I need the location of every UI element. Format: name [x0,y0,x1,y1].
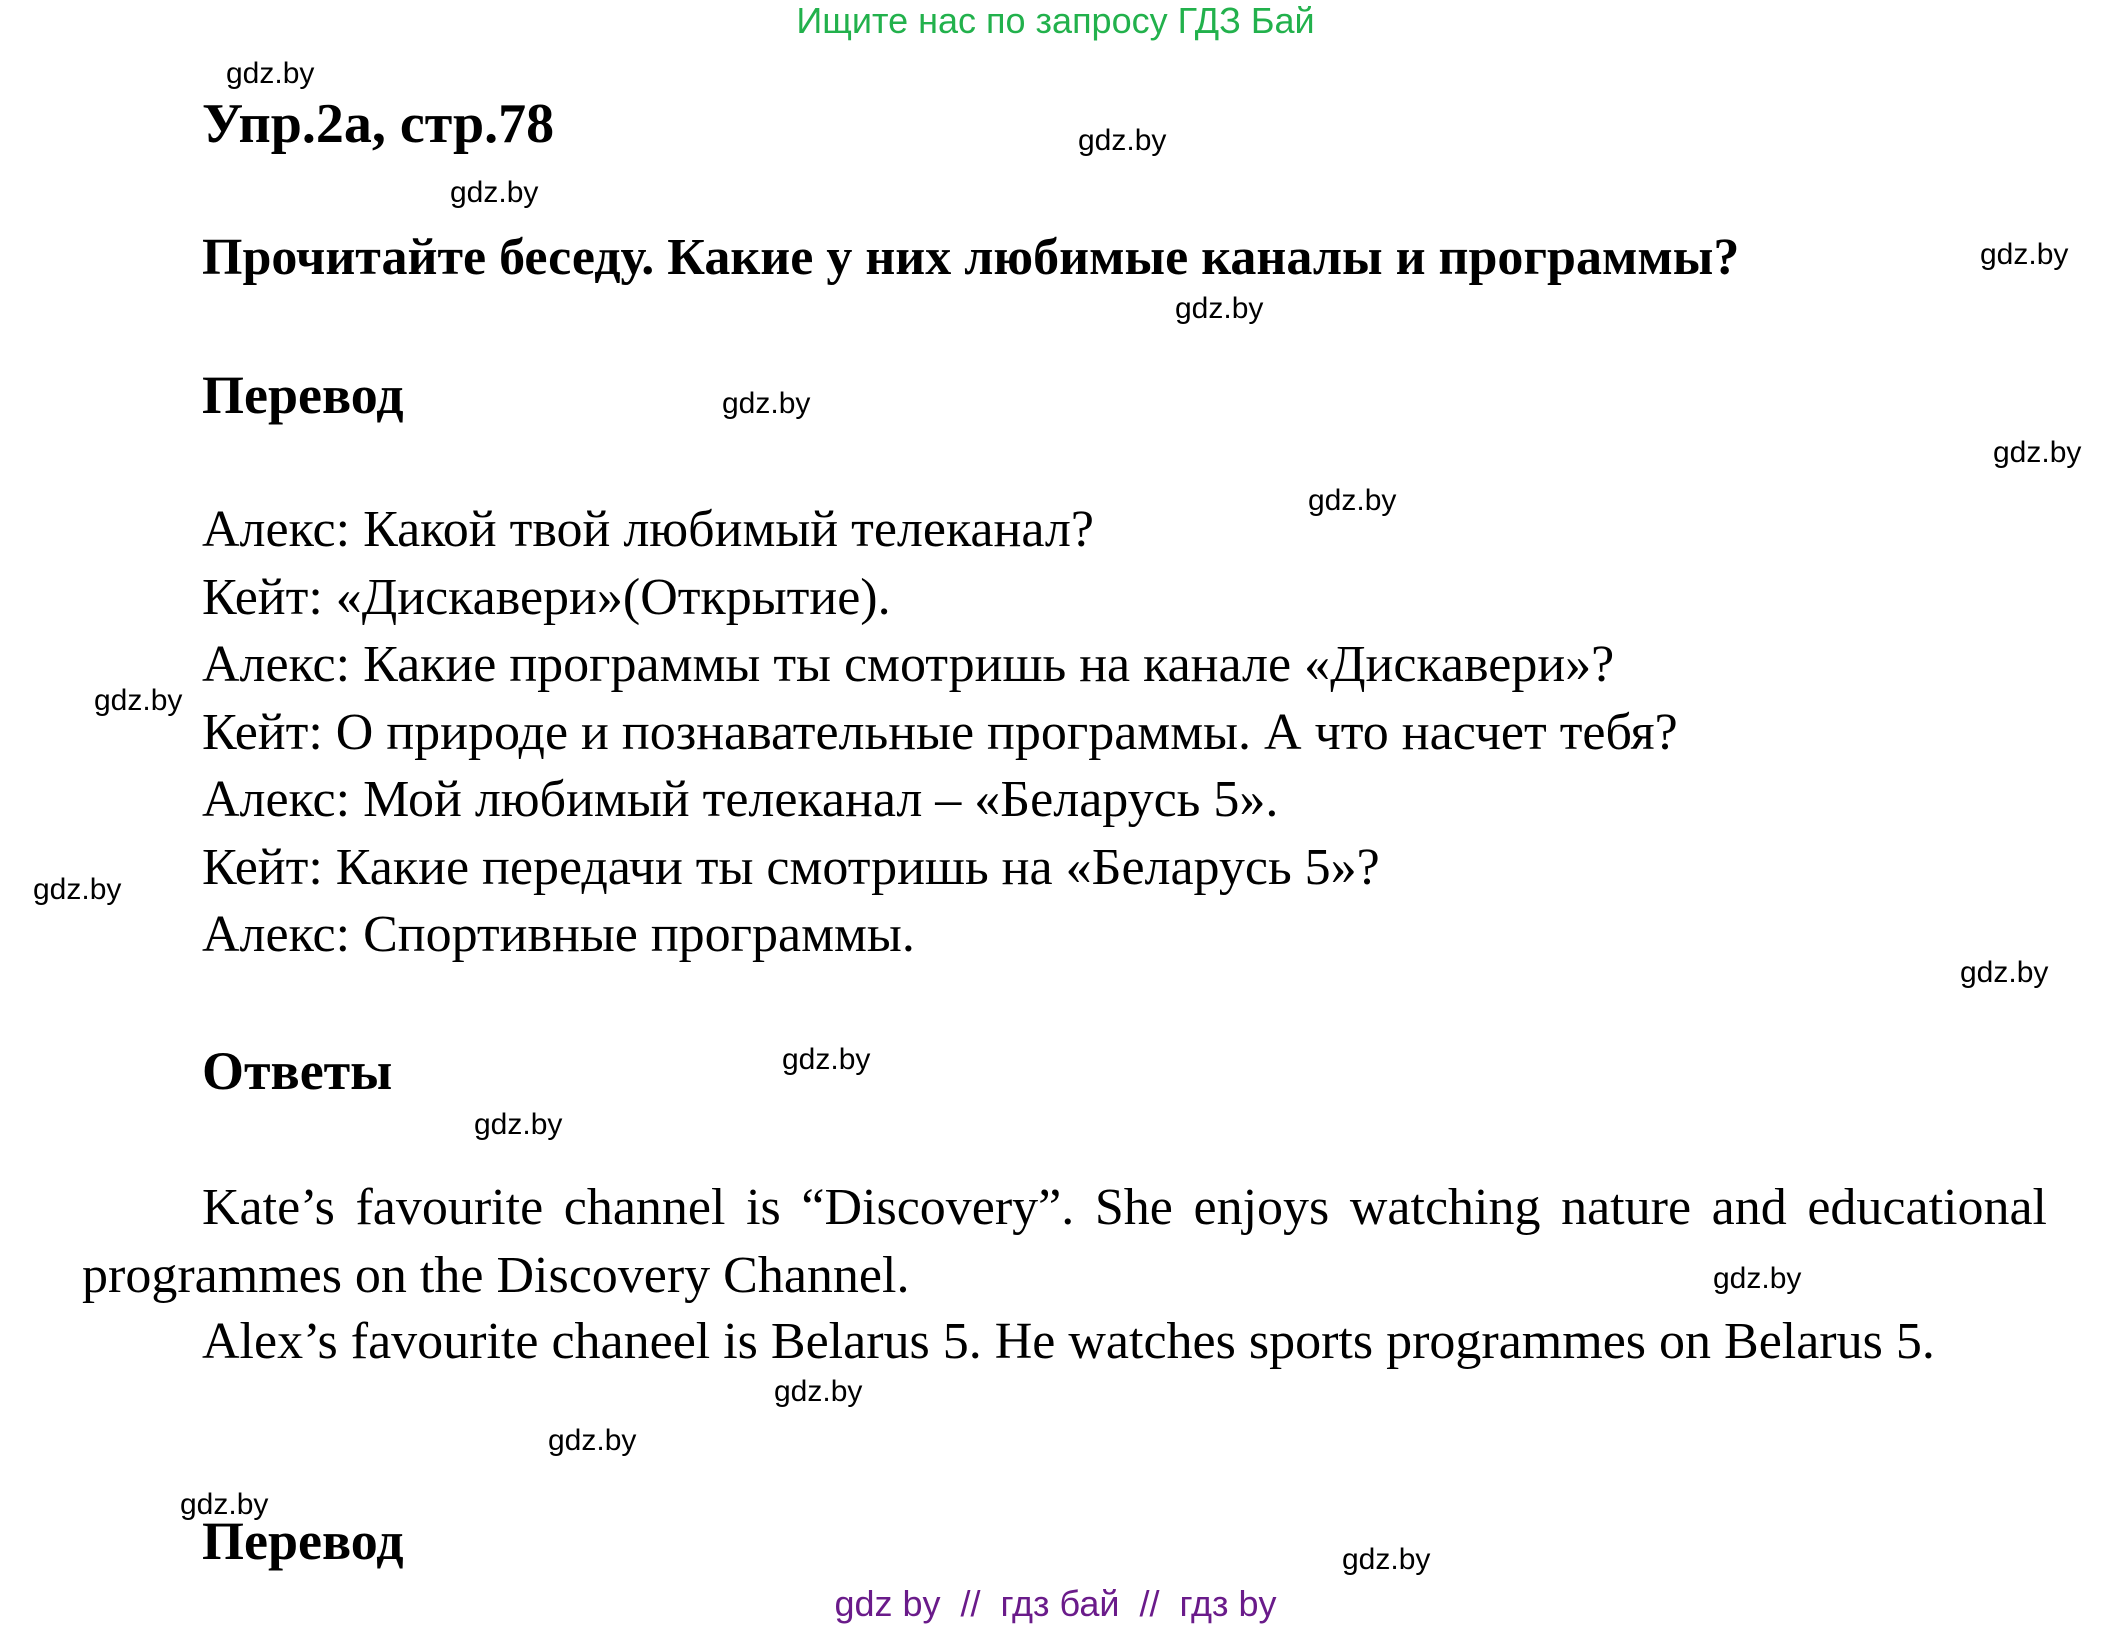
watermark: gdz.by [474,1108,563,1141]
watermark: gdz.by [1713,1262,1802,1295]
dialog-line: Кейт: О природе и познавательные программы. А что насчет тебя? [202,703,1678,761]
watermark: gdz.by [782,1043,871,1076]
watermark: gdz.by [1175,292,1264,325]
translation-heading: Перевод [202,365,404,425]
dialog [202,496,1678,969]
footer-links[interactable]: gdz by // гдз бай // гдз by [834,1583,1277,1624]
watermark: gdz.by [226,57,315,90]
watermark: gdz.by [1342,1543,1431,1576]
answers-heading: Ответы [202,1041,393,1101]
watermark: gdz.by [548,1424,637,1457]
watermark: gdz.by [450,176,539,209]
dialog-line: Кейт: Какие передачи ты смотришь на «Беларусь 5»? [202,838,1380,896]
dialog-line: Алекс: Мой любимый телеканал – «Беларусь 5». [202,771,1279,828]
watermark: gdz.by [774,1375,863,1408]
watermark: gdz.by [1308,484,1397,517]
dialog-line: Алекс: Спортивные программы. [202,906,915,963]
watermark: gdz.by [33,873,122,906]
answer-paragraph: Alex’s favourite chaneel is Belarus 5. He watches sports programmes on Belarus 5. [202,1313,1935,1370]
watermark: gdz.by [94,684,183,717]
translation-heading-2: Перевод [202,1511,404,1571]
exercise-title: Упр.2а, стр.78 [202,93,555,155]
top-banner: Ищите нас по запросу ГДЗ Бай [796,0,1315,41]
dialog-line: Кейт: «Дискавери»(Открытие). [202,568,891,626]
watermark: gdz.by [1980,238,2069,271]
watermark: gdz.by [180,1488,269,1521]
watermark: gdz.by [1960,956,2049,989]
task-text: Прочитайте беседу. Какие у них любимые каналы и программы? [202,229,1740,286]
dialog-line: Алекс: Какой твой любимый телеканал? [202,501,1094,558]
watermark: gdz.by [722,387,811,420]
watermark: gdz.by [1078,124,1167,157]
watermark: gdz.by [1993,436,2082,469]
answer-paragraph: Kate’s favourite channel is “Discovery”. She enjoys watching nature and educational programmes on the Discovery Channel. [82,1179,2047,1304]
dialog-line: Алекс: Какие программы ты смотришь на канале «Дискавери»? [202,636,1615,693]
